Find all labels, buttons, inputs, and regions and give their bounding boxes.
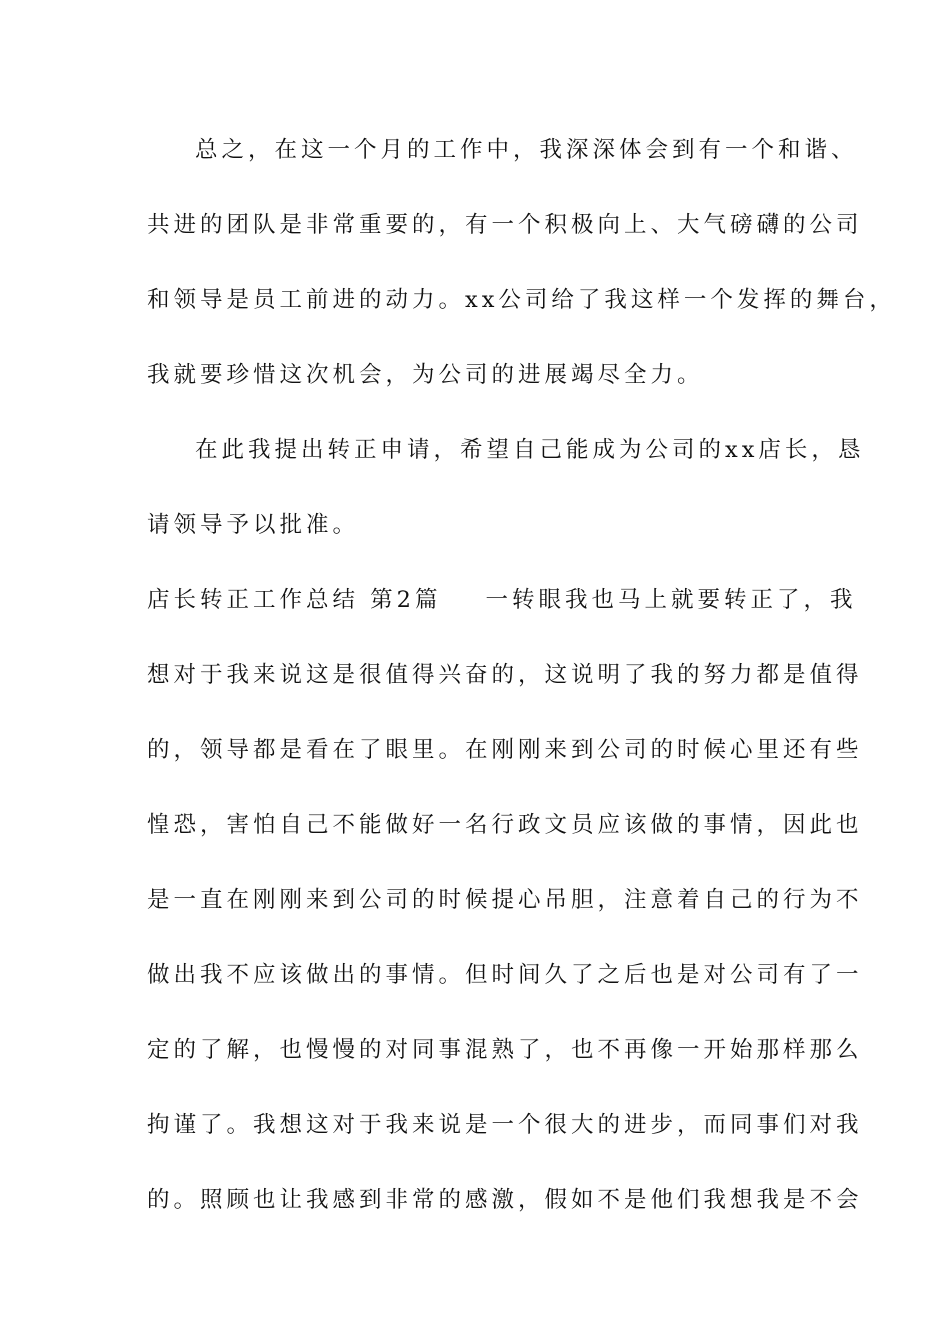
paragraph-line: 和领导是员工前进的动力。xx公司给了我这样一个发挥的舞台， [147, 287, 896, 313]
paragraph-line: 做出我不应该做出的事情。但时间久了之后也是对公司有了一 [147, 962, 863, 988]
paragraph-line: 请领导予以批准。 [147, 512, 360, 538]
paragraph-line: 共进的团队是非常重要的，有一个积极向上、大气磅礴的公司 [147, 212, 863, 238]
paragraph-line: 想对于我来说这是很值得兴奋的，这说明了我的努力都是值得 [147, 662, 863, 688]
paragraph-line: 定的了解，也慢慢的对同事混熟了，也不再像一开始那样那么 [147, 1037, 863, 1063]
paragraph-line: 我就要珍惜这次机会，为公司的进展竭尽全力。 [147, 362, 704, 388]
section-heading-line [147, 580, 857, 620]
paragraph-line: 在此我提出转正申请，希望自己能成为公司的xx店长，恳 [195, 437, 865, 463]
paragraph-line: 的，领导都是看在了眼里。在刚刚来到公司的时候心里还有些 [147, 737, 863, 763]
paragraph-line: 总之，在这一个月的工作中，我深深体会到有一个和谐、 [195, 137, 858, 163]
paragraph-line: 是一直在刚刚来到公司的时候提心吊胆，注意着自己的行为不 [147, 887, 863, 913]
section-heading: 店长转正工作总结 第2篇 [147, 587, 442, 613]
paragraph-line: 惶恐，害怕自己不能做好一名行政文员应该做的事情，因此也 [147, 812, 863, 838]
paragraph-line: 拘谨了。我想这对于我来说是一个很大的进步，而同事们对我 [147, 1112, 863, 1138]
paragraph-start: 一转眼我也马上就要转正了，我 [485, 587, 857, 613]
paragraph-line: 的。照顾也让我感到非常的感激，假如不是他们我想我是不会 [147, 1187, 863, 1213]
